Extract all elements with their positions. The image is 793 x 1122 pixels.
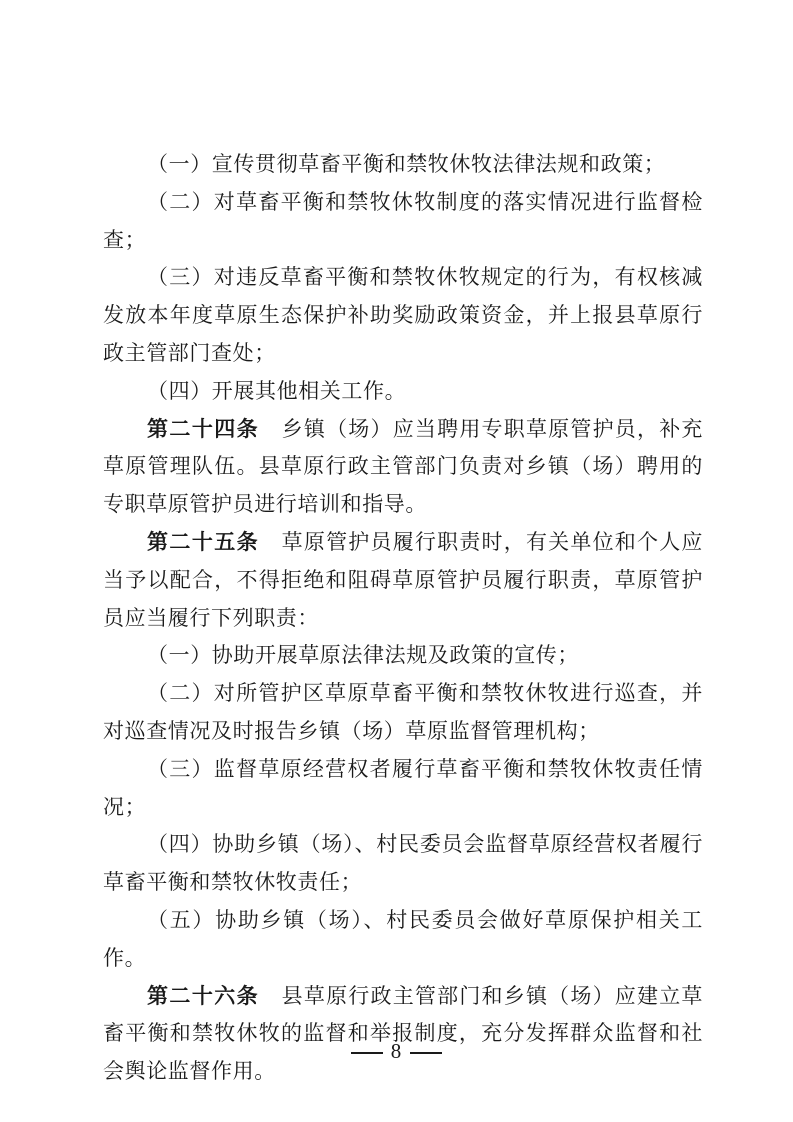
paragraph-item-2 <box>103 184 703 260</box>
duty-item-5 <box>103 902 703 978</box>
page-number-value: 8 <box>390 1039 403 1063</box>
duty-item-4 <box>103 826 703 902</box>
article-text: 乡镇（场）应当聘用专职草原管护员，补充草原管理队伍。县草原行政主管部门负责对乡镇（场）聘用的专职草原管护员进行培训和指导。 <box>103 416 703 517</box>
document-body <box>103 146 703 1091</box>
article-26 <box>103 978 703 1091</box>
paragraph-text: （四）开展其他相关工作。 <box>147 378 407 403</box>
article-text: 县草原行政主管部门和乡镇（场）应建立草畜平衡和禁牧休牧的监督和举报制度，充分发挥群众监督和社会舆论监督作用。 <box>103 983 703 1084</box>
paragraph-text: （四）协助乡镇（场）、村民委员会监督草原经营权者履行草畜平衡和禁牧休牧责任； <box>103 832 703 895</box>
paragraph-text: （二）对所管护区草原草畜平衡和禁牧休牧进行巡查，并对巡查情况及时报告乡镇（场）草原监督管理机构； <box>103 681 703 743</box>
article-text: 草原管护员履行职责时，有关单位和个人应当予以配合，不得拒绝和阻碍草原管护员履行职责，草原管护员应当履行下列职责： <box>103 529 703 630</box>
paragraph-text: （三）对违反草畜平衡和禁牧休牧规定的行为，有权核减发放本年度草原生态保护补助奖励政策资金，并上报县草原行政主管部门查处； <box>103 265 703 365</box>
article-heading: 第二十六条 <box>147 983 260 1008</box>
article-25 <box>103 524 703 637</box>
paragraph-text: （一）协助开展草原法律法规及政策的宣传； <box>147 643 579 668</box>
page-number <box>0 1037 793 1065</box>
duty-item-1 <box>103 637 703 675</box>
duty-item-2 <box>103 675 703 751</box>
page-number-right-dash <box>410 1052 442 1054</box>
paragraph-item-4 <box>103 373 703 411</box>
article-heading: 第二十四条 <box>147 416 260 441</box>
paragraph-text: （三）监督草原经营权者履行草畜平衡和禁牧休牧责任情况； <box>103 756 703 819</box>
paragraph-text: （一）宣传贯彻草畜平衡和禁牧休牧法律法规和政策； <box>147 152 666 176</box>
paragraph-text: （五）协助乡镇（场）、村民委员会做好草原保护相关工作。 <box>103 907 703 970</box>
paragraph-item-3 <box>103 259 703 372</box>
paragraph-item-1 <box>103 146 703 184</box>
page-number-left-dash <box>351 1052 383 1054</box>
article-heading: 第二十五条 <box>147 529 260 554</box>
article-24 <box>103 411 703 524</box>
paragraph-text: （二）对草畜平衡和禁牧休牧制度的落实情况进行监督检查； <box>103 189 703 252</box>
duty-item-3 <box>103 751 703 827</box>
